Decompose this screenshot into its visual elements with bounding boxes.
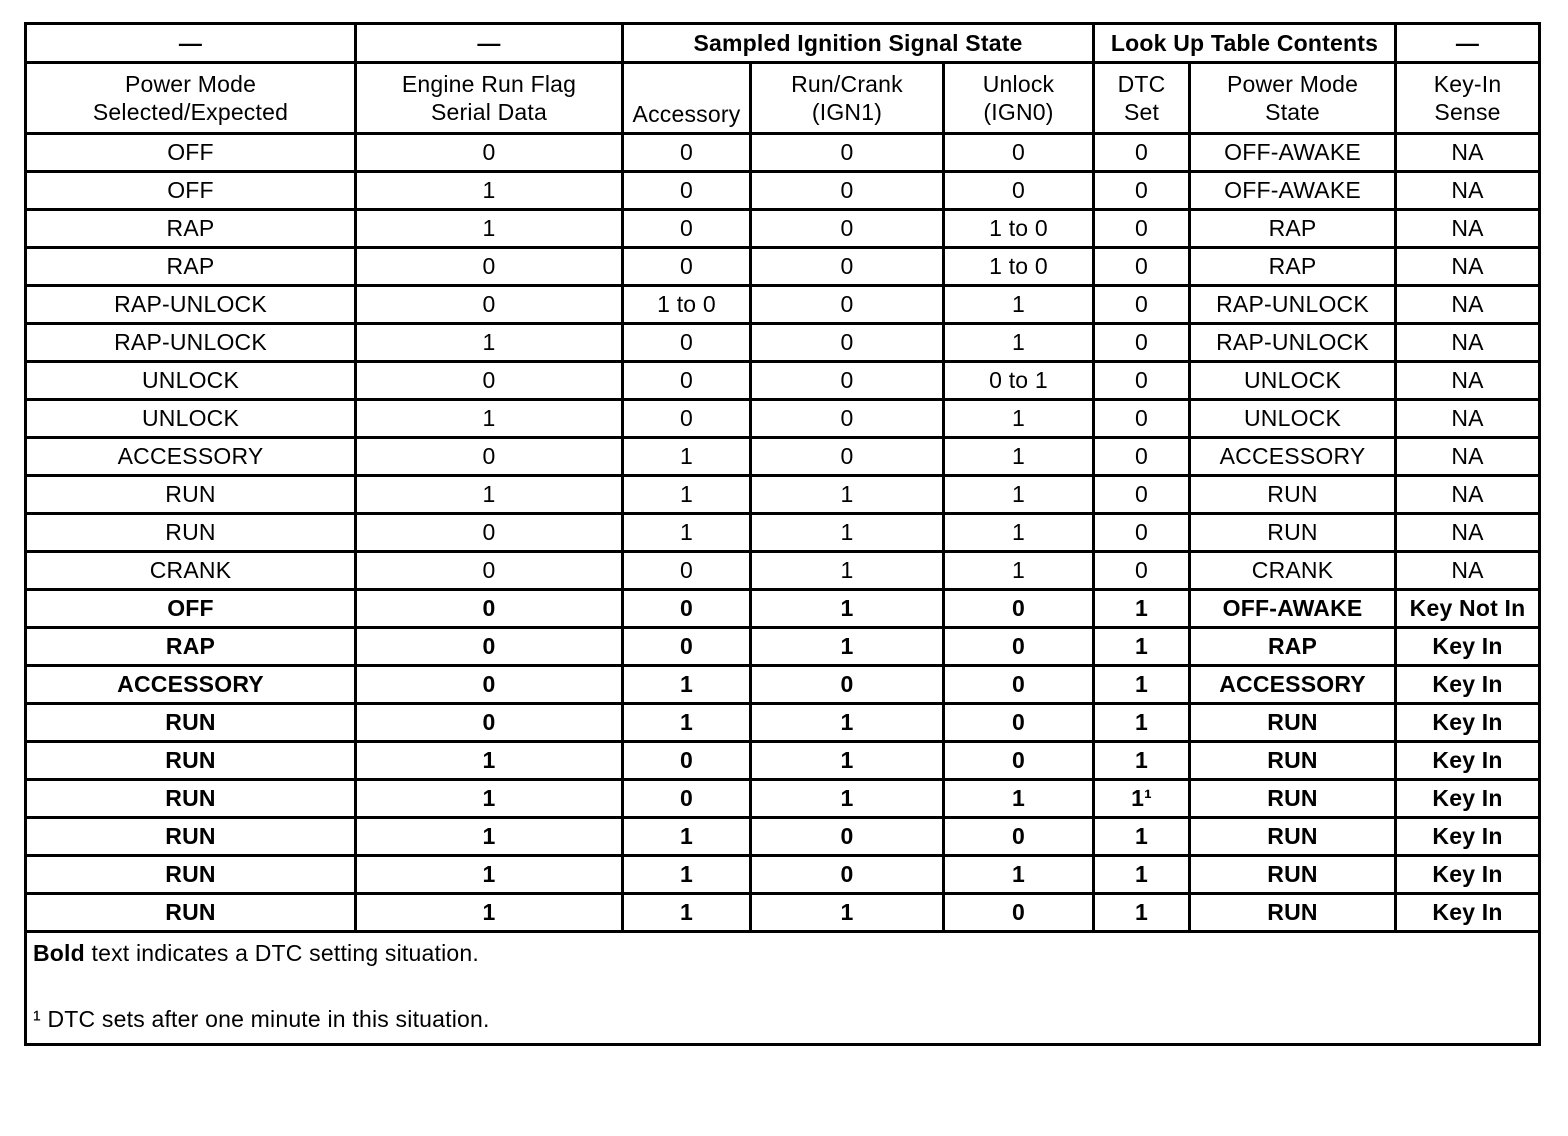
- cell-power-mode: RAP-UNLOCK: [26, 324, 356, 362]
- cell-dtc-set: 1: [1094, 628, 1190, 666]
- cell-accessory: 0: [623, 400, 751, 438]
- cell-key-in-sense: Key In: [1396, 818, 1540, 856]
- cell-engine-run: 1: [356, 780, 623, 818]
- cell-dtc-set: 0: [1094, 400, 1190, 438]
- cell-accessory: 1: [623, 704, 751, 742]
- table-row: [26, 856, 1540, 894]
- cell-run-crank: 0: [751, 666, 944, 704]
- header-row-groups: [26, 24, 1540, 63]
- cell-run-crank: 0: [751, 324, 944, 362]
- cell-engine-run: 1: [356, 400, 623, 438]
- cell-accessory: 1: [623, 856, 751, 894]
- cell-power-mode: OFF: [26, 134, 356, 172]
- bold-word: Bold: [33, 940, 85, 966]
- table-row: [26, 134, 1540, 172]
- cell-key-in-sense: NA: [1396, 552, 1540, 590]
- cell-unlock: 1: [944, 780, 1094, 818]
- power-mode-table: [24, 22, 1541, 1046]
- cell-power-mode-state: UNLOCK: [1190, 362, 1396, 400]
- cell-power-mode: RUN: [26, 818, 356, 856]
- cell-unlock: 1: [944, 552, 1094, 590]
- cell-engine-run: 0: [356, 286, 623, 324]
- cell-engine-run: 0: [356, 438, 623, 476]
- cell-run-crank: 1: [751, 514, 944, 552]
- cell-run-crank: 1: [751, 780, 944, 818]
- cell-power-mode-state: RAP-UNLOCK: [1190, 324, 1396, 362]
- cell-power-mode: OFF: [26, 590, 356, 628]
- cell-dtc-set: 1: [1094, 704, 1190, 742]
- cell-power-mode-state: RUN: [1190, 780, 1396, 818]
- cell-dtc-set: 0: [1094, 438, 1190, 476]
- cell-unlock: 1: [944, 514, 1094, 552]
- cell-run-crank: 0: [751, 248, 944, 286]
- table-row: [26, 552, 1540, 590]
- cell-dtc-set: 0: [1094, 248, 1190, 286]
- col-header-power-mode-state: Power Mode State: [1190, 63, 1396, 134]
- cell-unlock: 0: [944, 172, 1094, 210]
- cell-key-in-sense: Key In: [1396, 666, 1540, 704]
- cell-key-in-sense: NA: [1396, 514, 1540, 552]
- cell-power-mode-state: ACCESSORY: [1190, 438, 1396, 476]
- col-header-unlock: Unlock (IGN0): [944, 63, 1094, 134]
- cell-power-mode-state: RAP: [1190, 210, 1396, 248]
- cell-power-mode: CRANK: [26, 552, 356, 590]
- cell-unlock: 1: [944, 324, 1094, 362]
- cell-dtc-set: 1: [1094, 856, 1190, 894]
- cell-accessory: 1: [623, 666, 751, 704]
- cell-power-mode: RUN: [26, 704, 356, 742]
- bold-legend-note: [33, 939, 1538, 973]
- cell-accessory: 0: [623, 742, 751, 780]
- cell-unlock: 0: [944, 666, 1094, 704]
- cell-power-mode: RAP: [26, 628, 356, 666]
- cell-dtc-set: 0: [1094, 476, 1190, 514]
- cell-key-in-sense: NA: [1396, 248, 1540, 286]
- cell-unlock: 0 to 1: [944, 362, 1094, 400]
- cell-accessory: 0: [623, 628, 751, 666]
- cell-power-mode-state: RUN: [1190, 894, 1396, 932]
- cell-power-mode: RUN: [26, 514, 356, 552]
- cell-dtc-set: 0: [1094, 286, 1190, 324]
- cell-unlock: 0: [944, 628, 1094, 666]
- cell-power-mode: UNLOCK: [26, 400, 356, 438]
- cell-engine-run: 0: [356, 514, 623, 552]
- cell-key-in-sense: NA: [1396, 400, 1540, 438]
- cell-power-mode-state: RAP: [1190, 248, 1396, 286]
- cell-engine-run: 1: [356, 324, 623, 362]
- cell-key-in-sense: Key Not In: [1396, 590, 1540, 628]
- table-row: [26, 210, 1540, 248]
- header-dash-3: —: [1396, 24, 1540, 63]
- cell-accessory: 1: [623, 818, 751, 856]
- cell-key-in-sense: Key In: [1396, 742, 1540, 780]
- cell-key-in-sense: Key In: [1396, 628, 1540, 666]
- cell-unlock: 0: [944, 818, 1094, 856]
- cell-unlock: 0: [944, 590, 1094, 628]
- cell-unlock: 1 to 0: [944, 248, 1094, 286]
- cell-engine-run: 0: [356, 590, 623, 628]
- header-sampled-ignition: Sampled Ignition Signal State: [623, 24, 1094, 63]
- cell-accessory: 0: [623, 210, 751, 248]
- cell-unlock: 1 to 0: [944, 210, 1094, 248]
- table-row: [26, 590, 1540, 628]
- cell-dtc-set: 1: [1094, 590, 1190, 628]
- cell-engine-run: 0: [356, 362, 623, 400]
- col-header-dtc-set: DTC Set: [1094, 63, 1190, 134]
- header-dash-2: —: [356, 24, 623, 63]
- table-row: [26, 666, 1540, 704]
- table-row: [26, 438, 1540, 476]
- cell-run-crank: 0: [751, 438, 944, 476]
- cell-key-in-sense: Key In: [1396, 856, 1540, 894]
- cell-dtc-set: 0: [1094, 134, 1190, 172]
- cell-unlock: 1: [944, 286, 1094, 324]
- cell-accessory: 1 to 0: [623, 286, 751, 324]
- cell-engine-run: 0: [356, 628, 623, 666]
- header-lookup-table: Look Up Table Contents: [1094, 24, 1396, 63]
- footer-row: [26, 932, 1540, 1045]
- cell-key-in-sense: NA: [1396, 362, 1540, 400]
- cell-dtc-set: 1: [1094, 894, 1190, 932]
- cell-accessory: 0: [623, 324, 751, 362]
- col-header-run-crank: Run/Crank (IGN1): [751, 63, 944, 134]
- cell-dtc-set: 0: [1094, 362, 1190, 400]
- cell-power-mode-state: RAP-UNLOCK: [1190, 286, 1396, 324]
- table-row: [26, 172, 1540, 210]
- cell-key-in-sense: NA: [1396, 172, 1540, 210]
- cell-power-mode: UNLOCK: [26, 362, 356, 400]
- footer-notes: [26, 932, 1540, 1045]
- table-row: [26, 286, 1540, 324]
- cell-engine-run: 1: [356, 894, 623, 932]
- cell-power-mode: RUN: [26, 894, 356, 932]
- cell-engine-run: 0: [356, 248, 623, 286]
- table-row: [26, 362, 1540, 400]
- cell-accessory: 1: [623, 476, 751, 514]
- table-row: [26, 324, 1540, 362]
- cell-accessory: 0: [623, 590, 751, 628]
- table-row: [26, 742, 1540, 780]
- cell-key-in-sense: NA: [1396, 210, 1540, 248]
- cell-dtc-set: 0: [1094, 514, 1190, 552]
- cell-run-crank: 0: [751, 134, 944, 172]
- cell-power-mode: ACCESSORY: [26, 666, 356, 704]
- cell-run-crank: 0: [751, 400, 944, 438]
- cell-power-mode: RAP-UNLOCK: [26, 286, 356, 324]
- cell-run-crank: 0: [751, 172, 944, 210]
- cell-run-crank: 1: [751, 552, 944, 590]
- cell-key-in-sense: NA: [1396, 476, 1540, 514]
- cell-accessory: 0: [623, 780, 751, 818]
- cell-run-crank: 1: [751, 742, 944, 780]
- table-row: [26, 894, 1540, 932]
- cell-run-crank: 0: [751, 362, 944, 400]
- cell-power-mode-state: OFF-AWAKE: [1190, 590, 1396, 628]
- table-row: [26, 400, 1540, 438]
- cell-engine-run: 1: [356, 818, 623, 856]
- cell-run-crank: 1: [751, 628, 944, 666]
- cell-run-crank: 0: [751, 286, 944, 324]
- cell-engine-run: 1: [356, 742, 623, 780]
- cell-key-in-sense: NA: [1396, 286, 1540, 324]
- cell-power-mode-state: RUN: [1190, 514, 1396, 552]
- cell-accessory: 0: [623, 172, 751, 210]
- cell-power-mode-state: CRANK: [1190, 552, 1396, 590]
- cell-engine-run: 0: [356, 704, 623, 742]
- cell-power-mode: ACCESSORY: [26, 438, 356, 476]
- cell-unlock: 1: [944, 400, 1094, 438]
- cell-accessory: 1: [623, 894, 751, 932]
- table-row: [26, 476, 1540, 514]
- cell-power-mode: RUN: [26, 742, 356, 780]
- cell-engine-run: 1: [356, 210, 623, 248]
- header-row-columns: [26, 63, 1540, 134]
- cell-key-in-sense: NA: [1396, 438, 1540, 476]
- cell-run-crank: 1: [751, 704, 944, 742]
- cell-accessory: 1: [623, 438, 751, 476]
- table-row: [26, 514, 1540, 552]
- col-header-key-in-sense: Key-In Sense: [1396, 63, 1540, 134]
- cell-run-crank: 0: [751, 856, 944, 894]
- cell-dtc-set: 1¹: [1094, 780, 1190, 818]
- bold-note-text: text indicates a DTC setting situation.: [84, 940, 479, 966]
- cell-run-crank: 1: [751, 590, 944, 628]
- cell-power-mode-state: RUN: [1190, 856, 1396, 894]
- cell-unlock: 0: [944, 742, 1094, 780]
- cell-power-mode-state: RUN: [1190, 818, 1396, 856]
- cell-accessory: 0: [623, 248, 751, 286]
- cell-power-mode: RUN: [26, 856, 356, 894]
- cell-run-crank: 1: [751, 894, 944, 932]
- cell-accessory: 0: [623, 362, 751, 400]
- cell-power-mode-state: UNLOCK: [1190, 400, 1396, 438]
- cell-unlock: 1: [944, 438, 1094, 476]
- cell-power-mode-state: RUN: [1190, 476, 1396, 514]
- footnote-text: ¹ DTC sets after one minute in this situation.: [33, 1006, 490, 1032]
- col-header-power-mode: Power Mode Selected/Expected: [26, 63, 356, 134]
- cell-run-crank: 1: [751, 476, 944, 514]
- cell-power-mode-state: ACCESSORY: [1190, 666, 1396, 704]
- cell-engine-run: 0: [356, 552, 623, 590]
- cell-engine-run: 1: [356, 172, 623, 210]
- cell-power-mode: RUN: [26, 476, 356, 514]
- cell-dtc-set: 0: [1094, 552, 1190, 590]
- cell-run-crank: 0: [751, 818, 944, 856]
- cell-dtc-set: 0: [1094, 172, 1190, 210]
- cell-run-crank: 0: [751, 210, 944, 248]
- cell-dtc-set: 1: [1094, 742, 1190, 780]
- cell-engine-run: 1: [356, 476, 623, 514]
- cell-key-in-sense: Key In: [1396, 780, 1540, 818]
- cell-unlock: 1: [944, 856, 1094, 894]
- cell-dtc-set: 1: [1094, 818, 1190, 856]
- cell-engine-run: 1: [356, 856, 623, 894]
- cell-power-mode: RAP: [26, 210, 356, 248]
- cell-accessory: 0: [623, 552, 751, 590]
- cell-dtc-set: 0: [1094, 210, 1190, 248]
- cell-power-mode-state: RUN: [1190, 704, 1396, 742]
- cell-unlock: 1: [944, 476, 1094, 514]
- header-dash-1: —: [26, 24, 356, 63]
- cell-dtc-set: 1: [1094, 666, 1190, 704]
- cell-key-in-sense: NA: [1396, 324, 1540, 362]
- table-row: [26, 818, 1540, 856]
- cell-key-in-sense: NA: [1396, 134, 1540, 172]
- cell-engine-run: 0: [356, 134, 623, 172]
- col-header-engine-run: Engine Run Flag Serial Data: [356, 63, 623, 134]
- cell-unlock: 0: [944, 134, 1094, 172]
- cell-key-in-sense: Key In: [1396, 894, 1540, 932]
- cell-power-mode-state: RUN: [1190, 742, 1396, 780]
- cell-dtc-set: 0: [1094, 324, 1190, 362]
- cell-power-mode-state: OFF-AWAKE: [1190, 134, 1396, 172]
- cell-power-mode: OFF: [26, 172, 356, 210]
- cell-power-mode: RAP: [26, 248, 356, 286]
- table-row: [26, 628, 1540, 666]
- cell-accessory: 0: [623, 134, 751, 172]
- cell-unlock: 0: [944, 894, 1094, 932]
- table-row: [26, 704, 1540, 742]
- cell-accessory: 1: [623, 514, 751, 552]
- cell-key-in-sense: Key In: [1396, 704, 1540, 742]
- table-row: [26, 248, 1540, 286]
- cell-power-mode: RUN: [26, 780, 356, 818]
- cell-power-mode-state: OFF-AWAKE: [1190, 172, 1396, 210]
- cell-engine-run: 0: [356, 666, 623, 704]
- col-header-accessory: Accessory: [623, 63, 751, 134]
- cell-power-mode-state: RAP: [1190, 628, 1396, 666]
- table-row: [26, 780, 1540, 818]
- cell-unlock: 0: [944, 704, 1094, 742]
